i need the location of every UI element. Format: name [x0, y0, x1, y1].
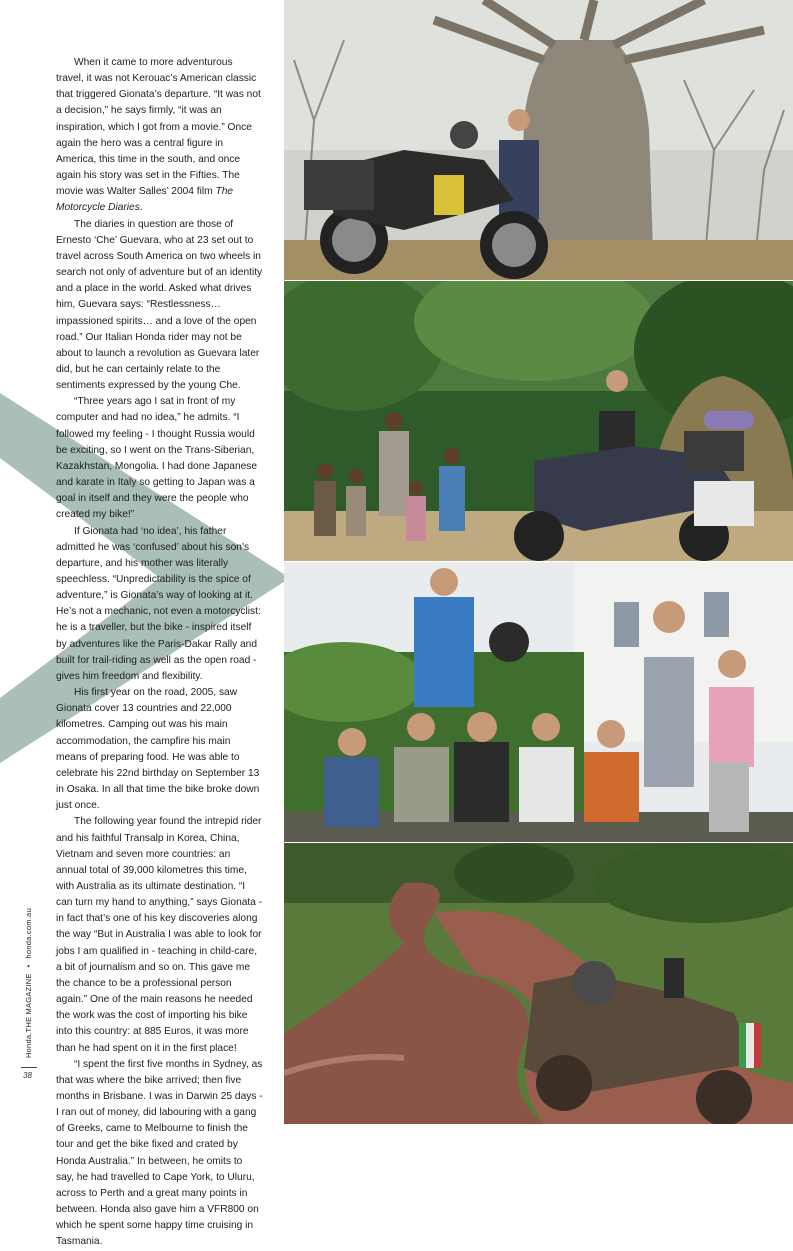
separator-bullet: • — [24, 964, 33, 968]
photo-muddy-road-bike — [284, 843, 793, 1124]
photo-baobab-motorcycle — [284, 0, 793, 280]
website-link: honda.com.au — [24, 907, 33, 959]
film-title: The Motorcycle Diaries — [56, 186, 234, 214]
paragraph: His first year on the road, 2005, saw Gionata cover 13 countries and 22,000 kilometres. Camping out was his main accommodation, the campfire his main means of preparing food. He was able to celebrate his 22nd birthday on September 13 in Osaka. In all that time the bike broke down just once. — [56, 687, 260, 812]
magazine-name: Honda.THE MAGAZINE — [24, 973, 33, 1058]
page-number-rule — [21, 1067, 37, 1068]
paragraph: When it came to more adventurous travel, it was not Kerouac’s American classic that triggered Gionata’s departure. “It was not a decision,” he says firmly, “it was an inspiration, which I got from a movie.” Once again the hero was a central figure in America, this time in the south, and once again his story was set in the Fifties. The movie was Walter Salles’ 2004 film The Motorcycle Diaries. — [56, 57, 261, 214]
article-body — [56, 55, 263, 1251]
paragraph: The diaries in question are those of Ernesto ‘Che’ Guevara, who at 23 set out to travel across South America on two wheels in search not only of adventure but of an identity and a place in the world. Asked what drives him, Guevara says: “Restlessness… impassioned spirits… and a love of the open road.” Our Italian Honda rider may not be about to launch a revolution as Guevara later did, but he can certainly relate to the sentiments expressed by the young Che. — [56, 218, 263, 392]
paragraph: If Gionata had ‘no idea’, his father admitted he was ‘confused’ about his son’s departure, and his mother was literally speechless. “Unpredictability is the spice of adventure,” is Gionata’s way of looking at it. He’s not a mechanic, not even a motorcyclist: he is a traveller, but the bike - inspired itself by adventures like the Paris-Dakar Rally and built for trail-riding as well as the open road - gives him freedom and flexibility. — [56, 525, 261, 682]
photo-family-group — [284, 562, 793, 842]
page-number: 38 — [23, 1071, 32, 1080]
magazine-footer — [24, 908, 33, 1058]
paragraph: The following year found the intrepid rider and his faithful Transalp in Korea, China, Vietnam and seven more countries: an annual total of 39,000 kilometres this time, with Australia as its ultimate destination. “I can turn my hand to anything,” says Gionata - in fact that’s one of his key discoveries along the way “But in Australia I was able to look for jobs I am qualified in - teaching in child-care, a bit of journalism and so on. This gave me the chance to be a professional person again.” One of the main reasons he needed the work was the cost of importing his bike into this country: at 885 Euros, it was more than he had spent on it in the first place! — [56, 816, 263, 1054]
paragraph: “Three years ago I sat in front of my computer and had no idea,” he admits. “I followed my feeling - I thought Russia would be exciting, so I went on the Trans-Siberian, Kazakhstan, Mongolia. I had done Japanese and karate in Italy so getting to Japan was a goal in itself and they were the people who created my bike!” — [56, 396, 258, 521]
paragraph: “I spent the first five months in Sydney, as that was where the bike arrived; then five months in Brisbane. I was in Darwin 25 days - I ran out of money, did labouring with a gang of Greeks, came to Melbourne to finish the tour and get the bike fixed and crated by Honda Australia.” In between, he omits to say, he had travelled to Cape York, to Uluru, across to Perth and a great many points in between. Honda also gave him a VFR800 on which he spent some happy time cruising in Tasmania. — [56, 1058, 263, 1248]
photo-village-children — [284, 281, 793, 561]
